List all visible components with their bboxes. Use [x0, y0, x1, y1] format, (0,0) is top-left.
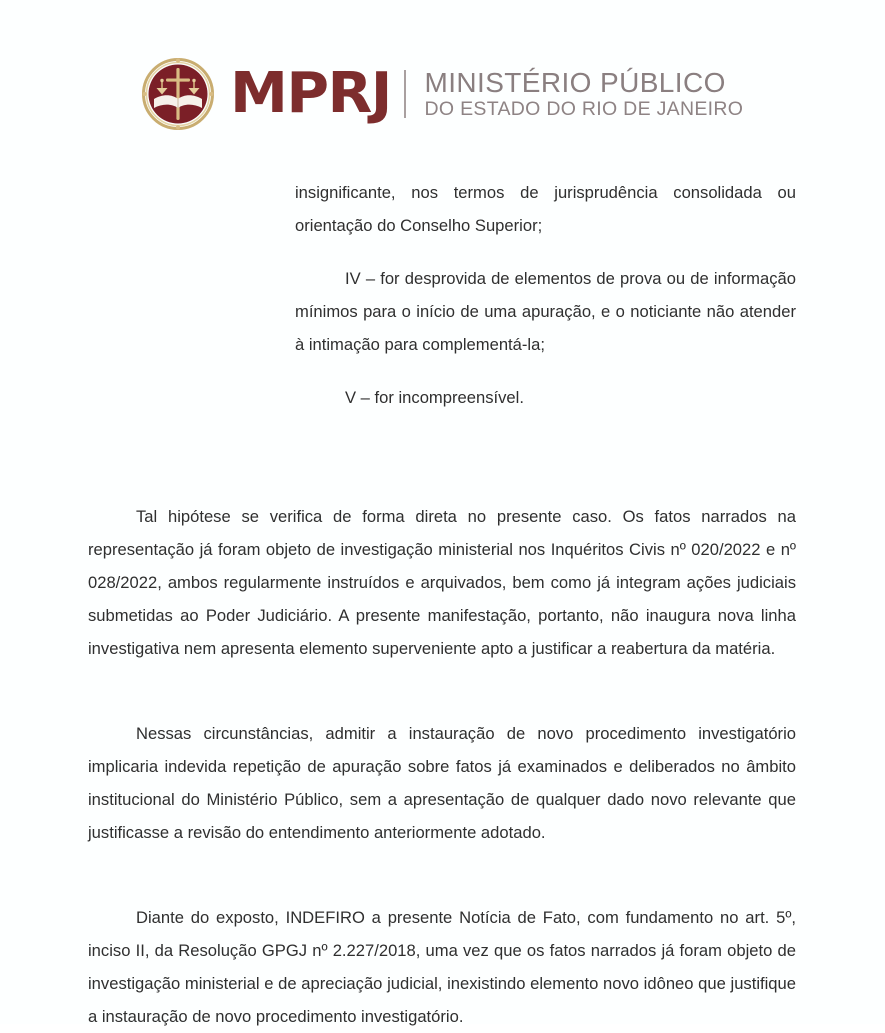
mprj-acronym: MPRJ [229, 61, 391, 126]
organization-line-2: DO ESTADO DO RIO DE JANEIRO [424, 98, 744, 121]
quoted-item-iv: IV – for desprovida de elementos de prova ou de informação mínimos para o início de uma apuração, e o noticiante não atender à intimação para complementá-la; [295, 269, 796, 354]
paragraph-tal-hipotese: Tal hipótese se verifica de forma direta no presente caso. Os fatos narrados na representação já foram objeto de investigação ministerial nos Inquéritos Civis nº 020/2022 e nº 028/2022, ambos regularmente instruídos e arquivados, bem como já integram ações judiciais submetidas ao Poder Judiciário. A presente manifestação, portanto, não inaugura nova linha investigativa nem apresenta elemento superveniente apto a justificar a reabertura da matéria. [88, 507, 796, 658]
mprj-logo [142, 58, 743, 130]
spacer [88, 849, 796, 901]
quoted-item-iii-continuation: insignificante, nos termos de jurisprudência consolidada ou orientação do Conselho Superior; [295, 183, 796, 235]
organization-name [425, 68, 744, 120]
document-body [88, 176, 796, 1033]
quoted-statute-block [295, 176, 796, 414]
quoted-item-v: V – for incompreensível. [345, 388, 524, 407]
spacer [295, 242, 796, 262]
wordmark-divider [404, 70, 406, 118]
mprj-wordmark [229, 61, 744, 126]
organization-line-1: MINISTÉRIO PÚBLICO [424, 66, 726, 98]
spacer [88, 665, 796, 717]
spacer [88, 414, 796, 500]
letterhead [0, 58, 885, 130]
spacer [295, 361, 796, 381]
paragraph-nessas-circunstancias: Nessas circunstâncias, admitir a instauração de novo procedimento investigatório implicaria indevida repetição de apuração sobre fatos já examinados e deliberados no âmbito institucional do Ministério Público, sem a apresentação de qualquer dado novo relevante que justificasse a revisão do entendimento anteriormente adotado. [88, 724, 796, 842]
paragraph-diante-do-exposto: Diante do exposto, INDEFIRO a presente Notícia de Fato, com fundamento no art. 5º, inciso II, da Resolução GPGJ nº 2.227/2018, uma vez que os fatos narrados já foram objeto de investigação ministerial e de apreciação judicial, inexistindo elemento novo idôneo que justifique a instauração de novo procedimento investigatório. [88, 908, 796, 1026]
mprj-coat-of-arms-icon [142, 58, 214, 130]
